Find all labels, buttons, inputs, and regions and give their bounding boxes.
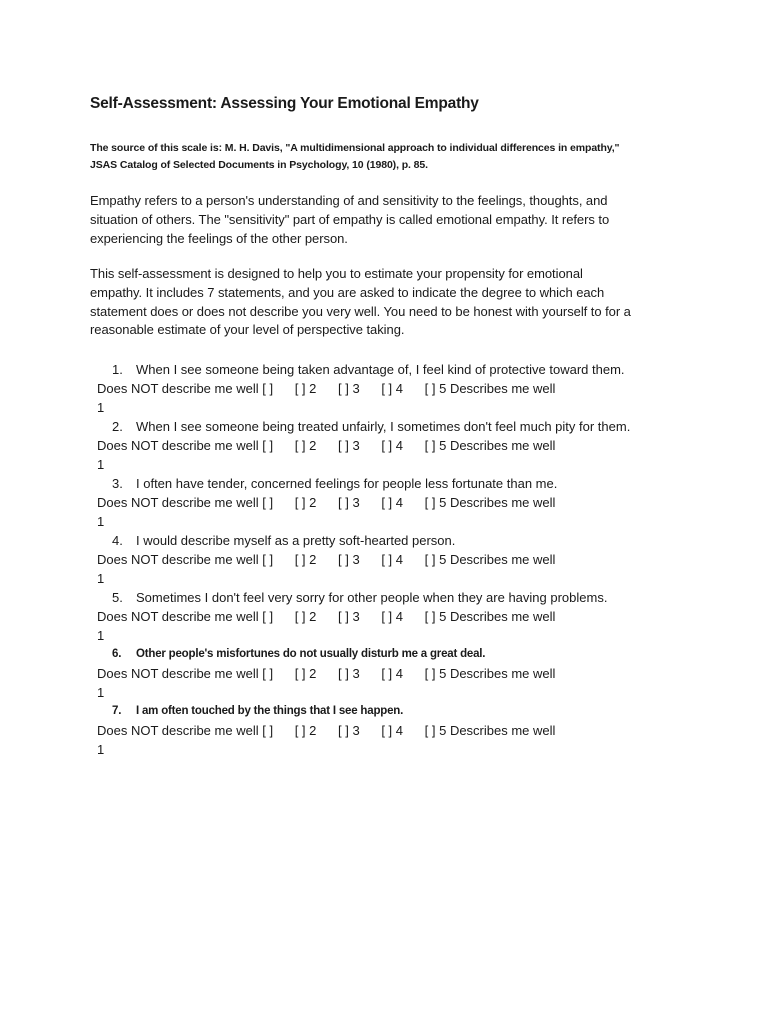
rating-option-5[interactable]: [ ] 5 xyxy=(424,666,447,681)
statement-label: Sometimes I don't feel very sorry for other people when they are having problems. xyxy=(136,590,608,605)
page-title: Self-Assessment: Assessing Your Emotional Empathy xyxy=(90,95,479,112)
rating-option-5[interactable]: [ ] 5 xyxy=(424,381,447,396)
rating-option-3[interactable]: [ ] 3 xyxy=(338,381,360,396)
paragraph-line: This self-assessment is designed to help you to estimate your propensity for emotional xyxy=(90,266,583,281)
statement-text xyxy=(112,702,403,721)
rating-option-5[interactable]: [ ] 5 xyxy=(424,723,447,738)
rating-option-5[interactable]: [ ] 5 xyxy=(424,438,447,453)
rating-option-4[interactable]: [ ] 4 xyxy=(381,495,403,510)
rating-scale xyxy=(97,607,555,626)
statement-text xyxy=(112,531,455,550)
scale-low-label: Does NOT describe me well xyxy=(97,723,259,738)
scale-high-label: Describes me well xyxy=(449,495,556,510)
statement-number: 5. xyxy=(112,590,123,605)
scale-low-label: Does NOT describe me well xyxy=(97,381,259,396)
rating-option-3[interactable]: [ ] 3 xyxy=(338,723,360,738)
scale-high-label: Describes me well xyxy=(449,438,556,453)
statement-label: When I see someone being treated unfairly, I sometimes don't feel much pity for them. xyxy=(136,419,631,434)
scale-low-label: Does NOT describe me well xyxy=(97,552,259,567)
rating-option-1[interactable]: [ ] xyxy=(262,609,274,624)
statement-label: I often have tender, concerned feelings for people less fortunate than me. xyxy=(136,476,558,491)
paragraph-line: situation of others. The "sensitivity" part of empathy is called emotional empathy. It refers to xyxy=(90,211,610,227)
statement-number: 3. xyxy=(112,476,123,491)
rating-scale xyxy=(97,493,555,512)
rating-option-3[interactable]: [ ] 3 xyxy=(338,495,360,510)
paragraph-line: statement does or does not describe you very well. You need to be honest with yourself to for a xyxy=(90,303,631,319)
list-item xyxy=(97,531,717,588)
rating-option-3[interactable]: [ ] 3 xyxy=(338,609,360,624)
scale-low-label: Does NOT describe me well xyxy=(97,438,259,453)
scale-wrap-one: 1 xyxy=(97,457,105,472)
rating-scale xyxy=(97,379,555,398)
source-line: JSAS Catalog of Selected Documents in Psychology, 10 (1980), p. 85. xyxy=(90,159,428,171)
list-item xyxy=(97,702,717,759)
scale-wrap-one: 1 xyxy=(97,514,105,529)
scale-wrap-one: 1 xyxy=(97,628,105,643)
scale-high-label: Describes me well xyxy=(449,666,556,681)
statement-text xyxy=(112,360,625,379)
rating-option-1[interactable]: [ ] xyxy=(262,666,274,681)
statement-label: Other people's misfortunes do not usually disturb me a great deal. xyxy=(136,648,486,660)
rating-scale xyxy=(97,721,555,740)
rating-option-3[interactable]: [ ] 3 xyxy=(338,552,360,567)
statement-text xyxy=(112,588,607,607)
rating-option-2[interactable]: [ ] 2 xyxy=(294,723,317,738)
scale-wrap-one: 1 xyxy=(97,571,105,586)
statement-list xyxy=(97,360,717,759)
statement-text xyxy=(112,645,485,664)
rating-scale xyxy=(97,436,555,455)
rating-scale xyxy=(97,550,555,569)
rating-option-2[interactable]: [ ] 2 xyxy=(294,495,317,510)
rating-option-4[interactable]: [ ] 4 xyxy=(381,609,403,624)
list-item xyxy=(97,474,717,531)
source-citation xyxy=(90,140,690,174)
rating-option-2[interactable]: [ ] 2 xyxy=(294,381,317,396)
statement-number: 1. xyxy=(112,362,123,377)
paragraph-line: reasonable estimate of your level of perspective taking. xyxy=(90,322,405,338)
list-item xyxy=(97,360,717,417)
paragraph-line: empathy. It includes 7 statements, and you are asked to indicate the degree to which each xyxy=(90,284,605,300)
rating-option-3[interactable]: [ ] 3 xyxy=(338,666,360,681)
statement-label: I would describe myself as a pretty soft-hearted person. xyxy=(136,533,456,548)
statement-number: 4. xyxy=(112,533,123,548)
instructions-paragraph xyxy=(90,265,690,340)
rating-option-1[interactable]: [ ] xyxy=(262,495,274,510)
list-item xyxy=(97,645,717,702)
paragraph-line: experiencing the feelings of the other person. xyxy=(90,230,348,246)
scale-wrap-one: 1 xyxy=(97,742,105,757)
statement-text xyxy=(112,474,557,493)
scale-low-label: Does NOT describe me well xyxy=(97,495,259,510)
rating-option-1[interactable]: [ ] xyxy=(262,552,274,567)
statement-label: When I see someone being taken advantage of, I feel kind of protective toward them. xyxy=(136,362,625,377)
rating-option-2[interactable]: [ ] 2 xyxy=(294,609,317,624)
scale-wrap-one: 1 xyxy=(97,400,105,415)
list-item xyxy=(97,417,717,474)
rating-option-5[interactable]: [ ] 5 xyxy=(424,552,447,567)
rating-option-4[interactable]: [ ] 4 xyxy=(381,381,403,396)
rating-option-5[interactable]: [ ] 5 xyxy=(424,609,447,624)
statement-number: 2. xyxy=(112,419,123,434)
rating-option-2[interactable]: [ ] 2 xyxy=(294,552,317,567)
statement-label: I am often touched by the things that I see happen. xyxy=(136,705,404,717)
rating-option-4[interactable]: [ ] 4 xyxy=(381,552,403,567)
rating-option-1[interactable]: [ ] xyxy=(262,438,274,453)
paragraph-line: Empathy refers to a person's understanding of and sensitivity to the feelings, thoughts, and xyxy=(90,193,608,208)
scale-high-label: Describes me well xyxy=(449,609,556,624)
scale-wrap-one: 1 xyxy=(97,685,105,700)
rating-option-2[interactable]: [ ] 2 xyxy=(294,666,317,681)
scale-low-label: Does NOT describe me well xyxy=(97,666,259,681)
rating-option-2[interactable]: [ ] 2 xyxy=(294,438,317,453)
source-line: The source of this scale is: M. H. Davis, "A multidimensional approach to individual differences in empathy," xyxy=(90,142,620,154)
scale-low-label: Does NOT describe me well xyxy=(97,609,259,624)
scale-high-label: Describes me well xyxy=(449,723,556,738)
statement-number: 7. xyxy=(112,705,122,717)
statement-number: 6. xyxy=(112,648,122,660)
rating-option-4[interactable]: [ ] 4 xyxy=(381,666,403,681)
rating-option-1[interactable]: [ ] xyxy=(262,723,274,738)
rating-option-5[interactable]: [ ] 5 xyxy=(424,495,447,510)
scale-high-label: Describes me well xyxy=(449,381,556,396)
intro-paragraph xyxy=(90,192,690,248)
statement-text xyxy=(112,417,630,436)
list-item xyxy=(97,588,717,645)
rating-option-4[interactable]: [ ] 4 xyxy=(381,723,403,738)
rating-option-1[interactable]: [ ] xyxy=(262,381,274,396)
rating-option-3[interactable]: [ ] 3 xyxy=(338,438,360,453)
rating-scale xyxy=(97,664,555,683)
scale-high-label: Describes me well xyxy=(449,552,556,567)
rating-option-4[interactable]: [ ] 4 xyxy=(381,438,403,453)
